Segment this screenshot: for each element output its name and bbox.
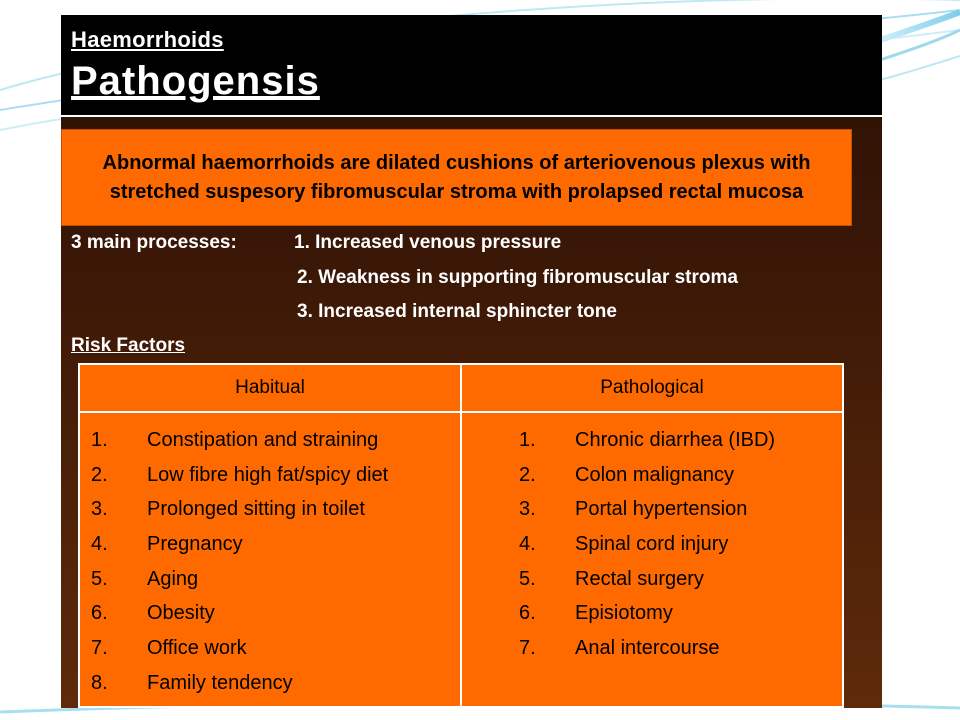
risk-factors-table xyxy=(78,363,844,708)
list-item: 6. Obesity xyxy=(91,602,215,625)
processes-label: 3 main processes: xyxy=(71,232,237,253)
list-item: 2. Colon malignancy xyxy=(519,463,734,486)
list-item: 2. Low fibre high fat/spicy diet xyxy=(91,463,389,486)
list-item: 7. Office work xyxy=(91,637,247,660)
risk-factors-heading: Risk Factors xyxy=(71,335,186,356)
definition-box xyxy=(61,129,852,226)
header-habitual: Habitual xyxy=(79,364,461,412)
header-pathological: Pathological xyxy=(461,364,843,412)
list-item: 1. Constipation and straining xyxy=(91,429,379,451)
slide-title: Pathogensis xyxy=(71,59,320,103)
list-item: 5. Aging xyxy=(91,567,199,590)
habitual-cell xyxy=(79,412,461,707)
habitual-list xyxy=(81,423,459,701)
list-item: 4. Pregnancy xyxy=(91,533,243,556)
list-item: 5. Rectal surgery xyxy=(519,567,704,590)
list-item: 8. Family tendency xyxy=(91,671,293,694)
title-box xyxy=(61,15,882,117)
list-item: 3. Portal hypertension xyxy=(519,498,748,521)
process-item-2: 2. Weakness in supporting fibromuscular stroma xyxy=(297,267,738,288)
list-item: 1. Chronic diarrhea (IBD) xyxy=(519,429,776,451)
list-item: 6. Episiotomy xyxy=(519,602,673,625)
pathological-cell xyxy=(461,412,843,707)
slide-panel xyxy=(61,15,882,708)
table-body-row xyxy=(79,412,843,707)
list-item: 3. Prolonged sitting in toilet xyxy=(91,498,365,521)
list-item: 4. Spinal cord injury xyxy=(519,533,729,556)
slide-subtitle: Haemorrhoids xyxy=(71,27,224,52)
process-item-3: 3. Increased internal sphincter tone xyxy=(297,301,617,322)
definition-text: Abnormal haemorrhoids are dilated cushions of arteriovenous plexus with stretched suspesory fibromuscular stroma with prolapsed rectal mucosa xyxy=(102,151,811,203)
process-item-1: 1. Increased venous pressure xyxy=(294,232,562,253)
pathological-list xyxy=(463,423,841,666)
list-item: 7. Anal intercourse xyxy=(519,637,720,660)
table-header-row xyxy=(79,364,843,412)
